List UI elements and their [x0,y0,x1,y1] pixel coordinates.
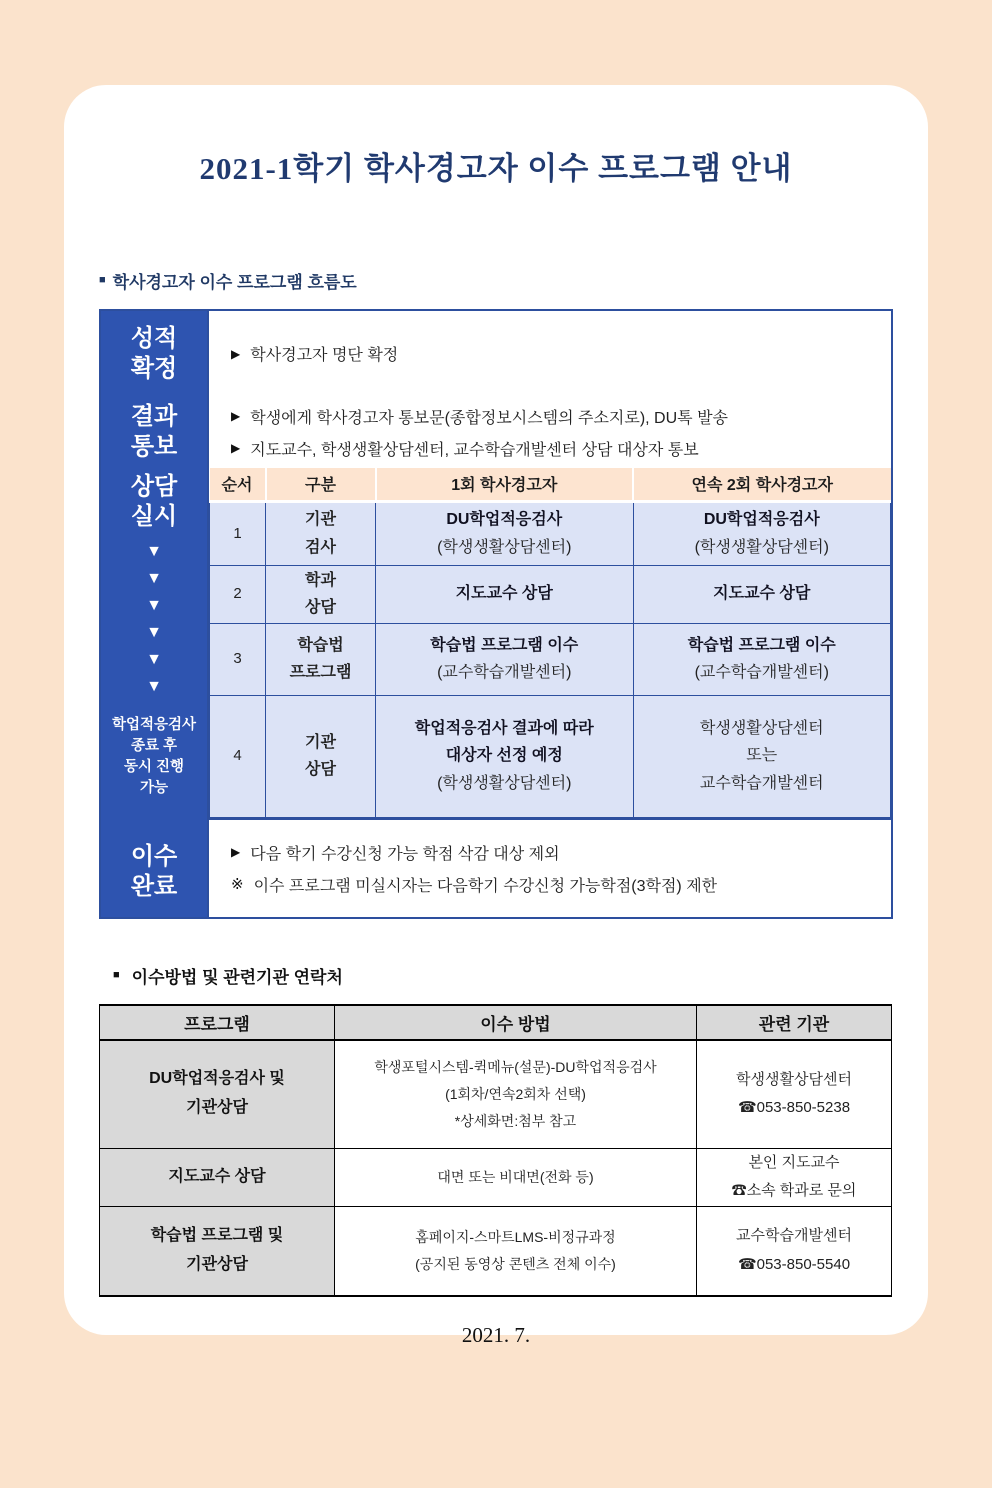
sidebar-note-line: 종료 후 [130,738,178,755]
table-row [100,1206,892,1296]
flow-section-heading [99,268,928,293]
cell-line: (1회차/연속2회차 선택) [445,1085,586,1102]
cell-order: 3 [210,623,266,695]
column-header-first-warning: 1회 학사경고자 [376,468,634,501]
cell-program [100,1040,335,1148]
cell-line: (학생생활상담센터) [437,774,572,792]
bullet-line [231,342,891,365]
result-notice-block [209,396,891,468]
table-row [210,623,891,695]
cell-line: 대면 또는 비대면(전화 등) [437,1168,594,1185]
cell-line: 본인 지도교수 [748,1153,840,1171]
cell-line: 기관상담 [186,1099,248,1117]
arrow-down-icon: ▼ [146,651,162,668]
cell-organization [697,1148,892,1206]
arrow-down-icon: ▼ [146,543,162,560]
triangle-bullet-icon: ▶ [231,845,241,860]
arrow-down-icon: ▼ [146,597,162,614]
reference-mark-icon: ※ [231,876,244,894]
sidebar-label-line: 실시 [130,503,178,530]
column-header-category: 구분 [266,468,376,501]
cell-line: 기관 [305,733,336,751]
cell-organization [697,1040,892,1148]
cell-line: 지도교수 상담 [455,585,553,603]
cell-second-warning [633,623,891,695]
counseling-table-header-row [210,468,891,501]
cell-phone: ☎소속 학과로 문의 [731,1182,857,1199]
flow-table [99,309,893,919]
cell-line: 학업적응검사 결과에 따라 [414,720,594,738]
triangle-bullet-icon: ▶ [231,441,241,455]
cell-line: 학습법 [297,636,344,654]
cell-first-warning [376,695,634,817]
flow-section-title: 학사경고자 이수 프로그램 흐름도 [112,273,357,292]
cell-method [335,1206,697,1296]
cell-line: 대상자 선정 예정 [445,747,563,765]
cell-line: 기관상담 [186,1255,248,1273]
cell-line: 학습법 프로그램 이수 [687,636,836,654]
sidebar-step-result-notice [101,396,207,468]
cell-first-warning [376,565,634,623]
sidebar-note-line: 동시 진행 [123,759,185,776]
cell-line: 홈페이지-스마트LMS-비정규과정 [415,1229,616,1246]
cell-method [335,1040,697,1148]
cell-line: 검사 [305,538,336,556]
cell-line: 지도교수 상담 [713,585,811,603]
cell-line: 상담 [305,599,336,616]
cell-line: 상담 [305,761,336,778]
sidebar-note-line: 가능 [139,780,168,797]
cell-line: (공지된 동영상 콘텐츠 전체 이수) [415,1255,616,1272]
arrow-down-icon: ▼ [146,624,162,641]
grade-confirm-block [209,311,891,396]
bullet-line [231,873,891,896]
cell-second-warning [633,501,891,565]
column-header-order: 순서 [210,468,266,501]
column-header-method: 이수 방법 [335,1005,697,1040]
cell-line: (학생생활상담센터) [437,538,572,556]
cell-order: 4 [210,695,266,817]
cell-line: 학생생활상담센터 [699,720,824,738]
cell-line: 학생포털시스템-퀵메뉴(설문)-DU학업적응검사 [374,1059,657,1076]
bullet-line [231,405,891,428]
bullet-text: 학생에게 학사경고자 통보문(종합정보시스템의 주소지로), DU톡 발송 [250,409,728,427]
cell-line: DU학업적응검사 [703,511,820,529]
sidebar-step-grade-confirm [101,311,207,396]
flow-content [207,311,891,917]
bullet-text: 지도교수, 학생생활상담센터, 교수학습개발센터 상담 대상자 통보 [250,441,699,459]
footer-date: 2021. 7. [461,1323,531,1347]
table-row [210,565,891,623]
sidebar-note [112,715,196,799]
cell-line: 학생생활상담센터 [736,1070,852,1088]
cell-line: (교수학습개발센터) [437,664,572,681]
square-bullet-icon: ■ [99,274,106,286]
cell-order: 1 [210,501,266,565]
square-bullet-icon: ■ [113,969,120,981]
cell-first-warning [376,623,634,695]
cell-first-warning [376,501,634,565]
cell-line: (학생생활상담센터) [694,538,829,556]
sidebar-label-line: 결과 [130,403,178,430]
cell-category [266,623,376,695]
cell-category [266,695,376,817]
bullet-text: 이수 프로그램 미실시자는 다음학기 수강신청 가능학점(3학점) 제한 [253,877,718,895]
cell-line: 교수학습개발센터 [699,774,824,792]
contact-section-title: 이수방법 및 관련기관 연락처 [131,968,343,987]
completion-block [209,818,891,918]
table-row [100,1040,892,1148]
cell-phone: ☎053-850-5540 [737,1255,851,1273]
contact-section-heading [113,963,928,988]
bullet-text: 다음 학기 수강신청 가능 학점 삭감 대상 제외 [250,845,560,863]
sidebar-label-line: 확정 [130,354,178,382]
counseling-table [209,468,891,818]
bullet-text: 학사경고자 명단 확정 [250,347,399,364]
cell-line: 학습법 프로그램 및 [150,1226,284,1244]
cell-line: DU학업적응검사 및 [149,1070,285,1088]
triangle-bullet-icon: ▶ [231,346,241,361]
cell-phone: ☎053-850-5238 [737,1099,851,1117]
arrow-down-icon: ▼ [146,678,162,695]
flow-sidebar [101,311,207,917]
cell-line: DU학업적응검사 [446,511,563,529]
sidebar-label-line: 성적 [130,324,178,352]
cell-line: 지도교수 상담 [168,1167,266,1185]
column-header-program: 프로그램 [100,1005,335,1040]
cell-category [266,501,376,565]
cell-second-warning [633,695,891,817]
sidebar-label-line: 이수 [130,842,178,870]
cell-category [266,565,376,623]
contact-table-header-row [100,1005,892,1040]
cell-line: 교수학습개발센터 [736,1227,852,1245]
table-row [100,1148,892,1206]
sidebar-label-line: 통보 [130,433,178,460]
bullet-line [231,437,891,460]
sidebar-note-line: 학업적응검사 [111,717,197,733]
sidebar-step-completion [101,826,207,917]
bullet-line [231,841,891,864]
contact-table [99,1004,892,1297]
cell-program [100,1148,335,1206]
cell-line: *상세화면:첨부 참고 [454,1112,577,1129]
page-title: 2021-1학기 학사경고자 이수 프로그램 안내 [199,151,793,186]
triangle-bullet-icon: ▶ [231,409,241,423]
sidebar-label-line: 상담 [130,473,178,500]
document-card [64,85,928,1347]
cell-order: 2 [210,565,266,623]
cell-second-warning [633,565,891,623]
arrow-down-icon: ▼ [146,570,162,587]
cell-program [100,1206,335,1296]
column-header-organization: 관련 기관 [697,1005,892,1040]
cell-line: (교수학습개발센터) [694,664,829,681]
table-row [210,695,891,817]
cell-method [335,1148,697,1206]
cell-line: 또는 [746,747,778,765]
cell-line: 학습법 프로그램 이수 [430,636,579,654]
table-row [210,501,891,565]
cell-line: 기관 [305,511,336,529]
cell-line: 학과 [305,571,336,589]
sidebar-step-counseling [101,468,207,826]
flow-arrows [146,544,162,695]
cell-line: 프로그램 [289,664,352,681]
cell-organization [697,1206,892,1296]
sidebar-label-line: 완료 [130,872,178,900]
column-header-second-warning: 연속 2회 학사경고자 [633,468,891,501]
